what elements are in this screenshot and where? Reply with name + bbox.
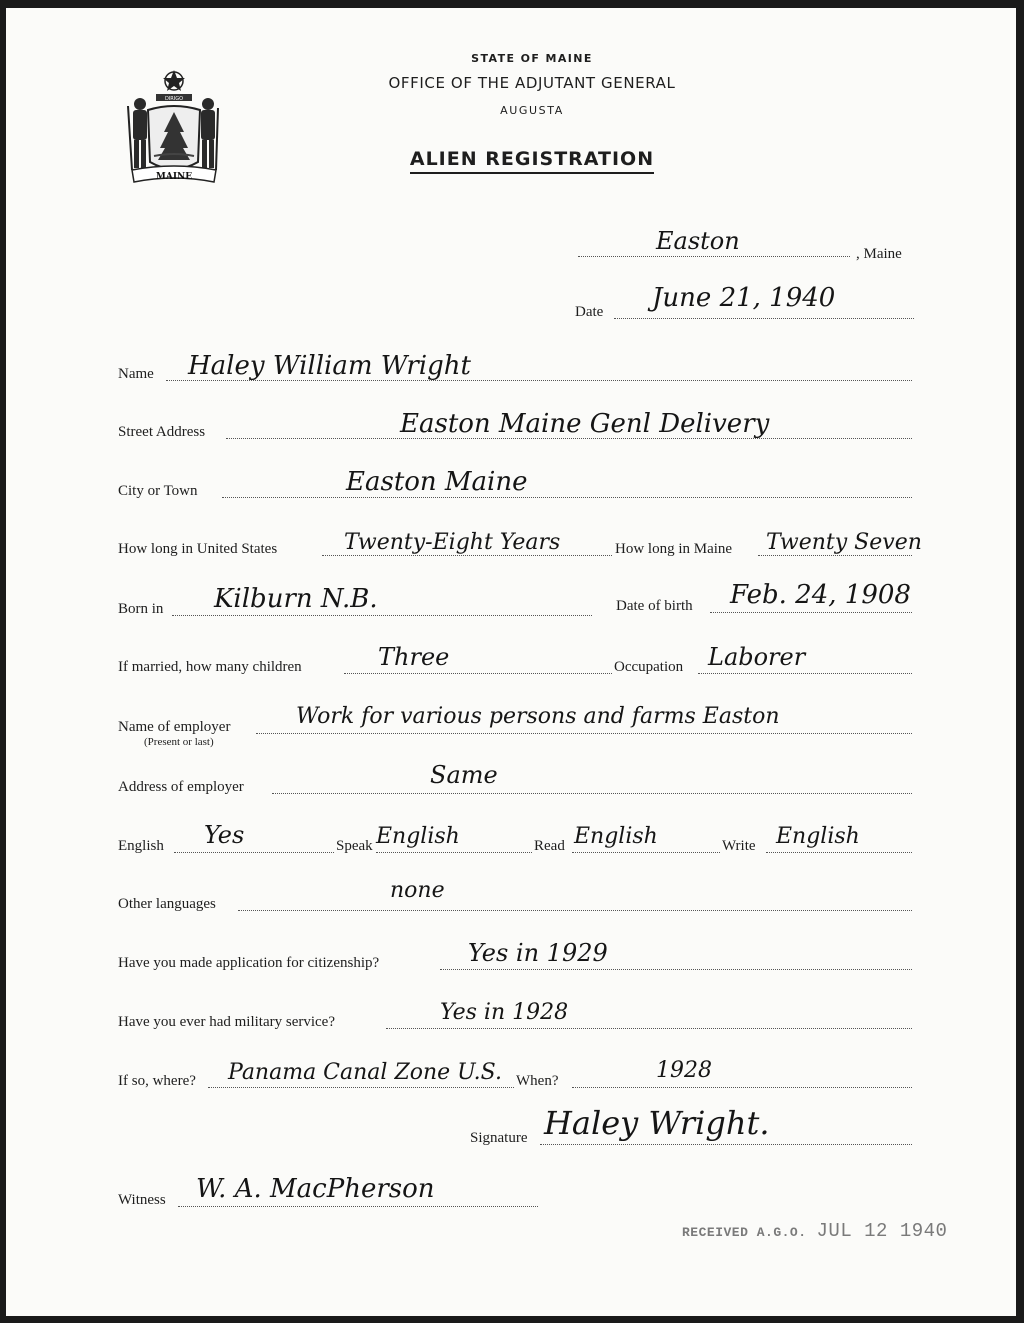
form-sheet (6, 8, 1016, 1316)
read-value: English (574, 824, 658, 849)
military-value: Yes in 1928 (440, 1000, 569, 1025)
form-title-text: ALIEN REGISTRATION (410, 148, 654, 174)
speak-line (376, 852, 532, 853)
city-label: City or Town (118, 483, 198, 499)
english-value: Yes (204, 821, 245, 849)
header-state: STATE OF MAINE (471, 52, 593, 65)
stamp-received-text: RECEIVED A.G.O. (682, 1225, 807, 1240)
occupation-value: Laborer (708, 643, 806, 671)
street-label: Street Address (118, 424, 206, 440)
read-line (572, 852, 720, 853)
born-value: Kilburn N.B. (214, 584, 378, 614)
seal-star-text: DIRIGO (164, 96, 184, 102)
citizenship-value: Yes in 1929 (468, 939, 608, 967)
read-label: Read (534, 838, 565, 854)
name-value: Haley William Wright (188, 351, 471, 381)
us-label: How long in United States (118, 541, 278, 557)
witness-line (178, 1206, 538, 1207)
speak-value: English (376, 824, 460, 849)
other-languages-value: none (390, 878, 445, 903)
other-languages-line (238, 910, 912, 911)
where-label: If so, where? (118, 1073, 196, 1089)
city-value: Easton Maine (346, 467, 528, 497)
english-label: English (118, 838, 164, 854)
citizenship-line (440, 969, 912, 970)
married-label: If married, how many children (118, 659, 302, 675)
military-label: Have you ever had military service? (118, 1014, 335, 1030)
write-label: Write (722, 838, 756, 854)
received-stamp (682, 1220, 947, 1242)
when-value: 1928 (656, 1058, 712, 1083)
employer-address-line (272, 793, 912, 794)
city-line (222, 497, 912, 498)
dob-line (710, 612, 912, 613)
employer-label: Name of employer (118, 719, 231, 735)
date-line (614, 318, 914, 319)
employer-address-label: Address of employer (118, 779, 244, 795)
name-label: Name (118, 366, 154, 382)
citizenship-label: Have you made application for citizenship? (118, 955, 380, 971)
employer-value: Work for various persons and farms Easton (296, 704, 780, 729)
born-line (172, 615, 592, 616)
when-label: When? (516, 1073, 559, 1089)
us-value: Twenty-Eight Years (344, 530, 561, 555)
write-value: English (776, 824, 860, 849)
town-line (578, 256, 850, 257)
signature-value: Haley Wright. (544, 1104, 770, 1142)
when-line (572, 1087, 912, 1088)
dob-label: Date of birth (616, 598, 693, 614)
employer-line (256, 733, 912, 734)
born-label: Born in (118, 601, 164, 617)
married-line (344, 673, 612, 674)
seal-motto-text: MAINE (155, 172, 193, 182)
occupation-label: Occupation (614, 659, 684, 675)
state-seal-icon (118, 66, 230, 192)
employer-sublabel: (Present or last) (144, 736, 214, 748)
town-value: Easton (656, 227, 740, 255)
witness-label: Witness (118, 1192, 166, 1208)
signature-line (540, 1144, 912, 1145)
other-languages-label: Other languages (118, 896, 216, 912)
married-value: Three (378, 643, 450, 671)
occupation-line (698, 673, 912, 674)
header-city: AUGUSTA (500, 104, 564, 117)
military-line (386, 1028, 912, 1029)
maine-label: How long in Maine (615, 541, 733, 557)
write-line (766, 852, 912, 853)
employer-address-value: Same (430, 761, 498, 789)
street-value: Easton Maine Genl Delivery (400, 409, 770, 439)
date-label: Date (575, 304, 604, 320)
where-value: Panama Canal Zone U.S. (228, 1060, 502, 1085)
signature-label: Signature (470, 1130, 528, 1146)
date-value: June 21, 1940 (652, 283, 836, 313)
stamp-date-text: JUL 12 1940 (816, 1220, 948, 1242)
town-suffix: , Maine (856, 246, 902, 262)
witness-value: W. A. MacPherson (196, 1174, 435, 1204)
header-office: OFFICE OF THE ADJUTANT GENERAL (388, 74, 676, 92)
maine-value: Twenty Seven (766, 530, 922, 555)
speak-label: Speak (336, 838, 373, 854)
english-line (174, 852, 334, 853)
dob-value: Feb. 24, 1908 (730, 580, 911, 610)
